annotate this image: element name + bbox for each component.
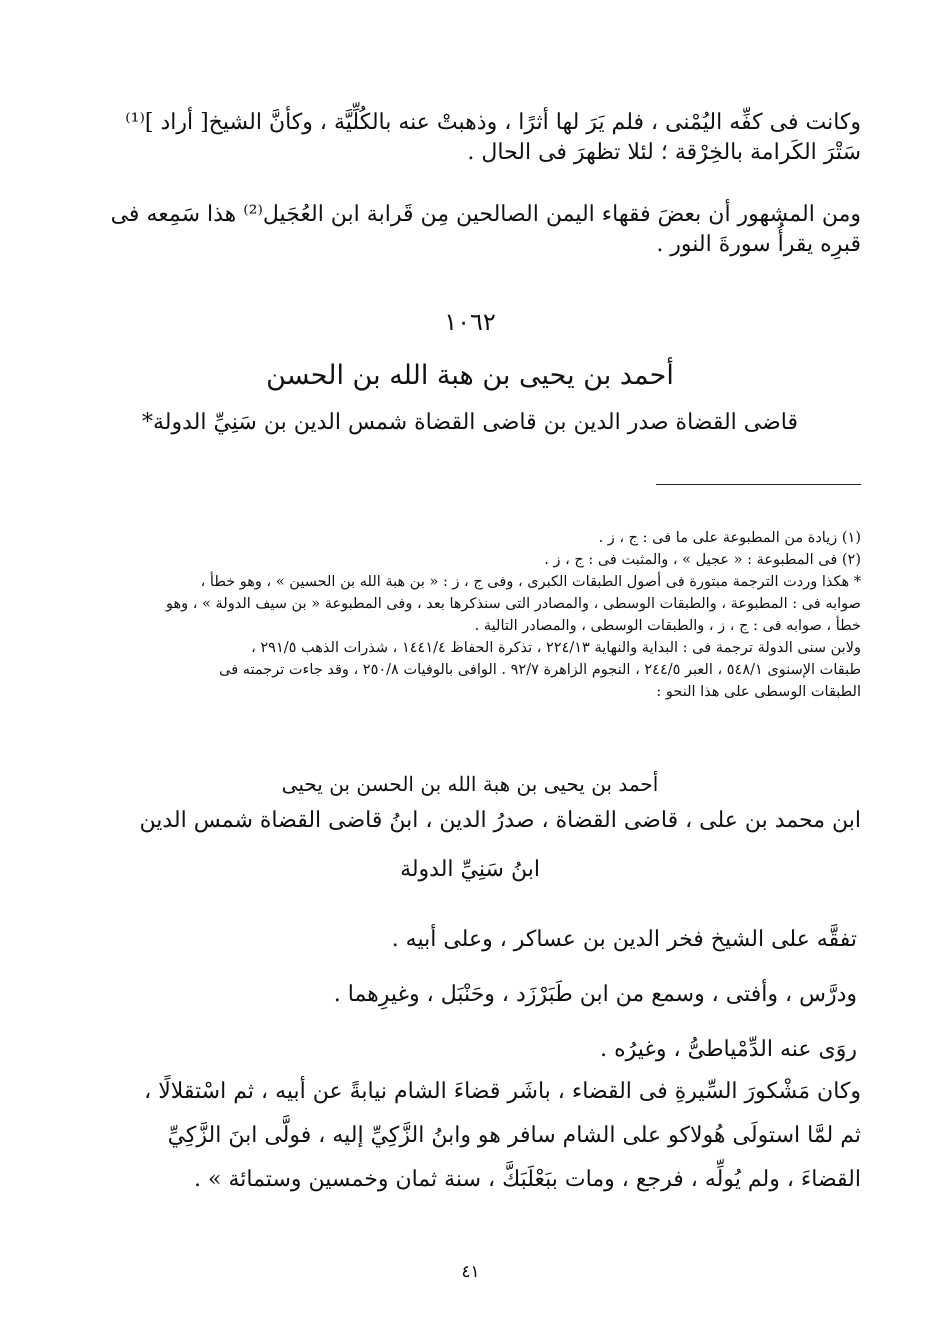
quoted-line: روَى عنه الدِّمْياطىُّ ، وغيرُه . (600, 1037, 857, 1062)
quoted-paragraph-line: القضاءَ ، ولم يُولِّه ، فرجع ، ومات ببَعْلَبَكَّ ، سنة ثمان وخمسين وستمائة » . (194, 1167, 861, 1192)
paragraph-ibn-ujail (79, 200, 861, 260)
quoted-line: تفقَّه على الشيخ فخر الدين بن عساكر ، وعلى أبيه . (391, 927, 857, 952)
text-line: ومن المشهور أن بعضَ فقهاء اليمن الصالحين مِن قَرابة ابن العُجَيل⁽²⁾ هذا سَمِعه فى (110, 202, 861, 227)
footnote-star-line: صوابه فى : المطبوعة ، والطبقات الوسطى ، والمصادر التى سنذكرها بعد ، وفى المطبوعة « بن سيف الدولة » ، وهو (166, 596, 861, 612)
quoted-entry-lineage-end: ابنُ سَنِيِّ الدولة (400, 857, 540, 882)
footnote-2: (٢) فى المطبوعة : « عجيل » ، والمثبت فى : ج ، ز . (544, 552, 861, 568)
quoted-paragraph-line: ثم لمَّا استولَى هُولاكو على الشام سافر هو وابنُ الزَّكِيِّ إليه ، فولَّى ابنَ الزَّكِيِّ (167, 1123, 861, 1148)
quoted-entry-name: أحمد بن يحيى بن هبة الله بن الحسن بن يحيى (281, 772, 659, 796)
quoted-entry-lines (79, 912, 861, 1077)
text-line: سَتْرَ الكَرامة بالخِرْقة ؛ لئلا تظهرَ فى الحال . (467, 140, 861, 165)
text-line: وكانت فى كفِّه اليُمْنى ، فلم يَرَ لها أثرًا ، وذهبتْ عنه بالكُلِّيَّة ، وكأنَّ الشيخ[ أراد ]⁽¹⁾ (125, 110, 861, 135)
footnote-sources-line: ولابن سنى الدولة ترجمة فى : البداية والنهاية ٢٢٤/١٣ ، تذكرة الحفاظ ١٤٤١/٤ ، شذرات الذهب ٢٩١/٥ ، (251, 640, 861, 656)
text-line: قبرِه يقرأُ سورةَ النور . (656, 232, 861, 257)
footnote-separator-rule (656, 484, 861, 485)
footnote-star-line: * هكذا وردت الترجمة مبتورة فى أصول الطبقات الكبرى ، وفى ج ، ز : « بن هبة الله بن الحسين » ، وهو خطأ ، (200, 574, 861, 590)
entry-subtitle: قاضى القضاة صدر الدين بن قاضى القضاة شمس الدين بن سَنِيِّ الدولة* (141, 410, 799, 435)
entry-name-heading: أحمد بن يحيى بن هبة الله بن الحسن (266, 360, 674, 391)
footnote-sources-line: الطبقات الوسطى على هذا النحو : (656, 684, 861, 700)
footnote-star-line: خطأ ، صوابه فى : ج ، ز ، والطبقات الوسطى ، والمصادر التالية . (474, 618, 861, 634)
quoted-line: ودرَّس ، وأفتى ، وسمع من ابن طَبَرْزَد ، وحَنْبَل ، وغيرِهما . (333, 982, 857, 1007)
quoted-paragraph-line: وكان مَشْكورَ السِّيرةِ فى القضاء ، باشَر قضاءَ الشام نيابةً عن أبيه ، ثم اسْتقلالًا ، (144, 1079, 861, 1104)
entry-number: ١٠٦٢ (444, 308, 496, 336)
paragraph-karama (79, 108, 861, 168)
footnote-sources-line: طبقات الإسنوى ٥٤٨/١ ، العبر ٢٤٤/٥ ، النجوم الزاهرة ٩٢/٧ . الوافى بالوفيات ٢٥٠/٨ ، وقد جاءت ترجمته فى (219, 662, 861, 678)
quoted-entry-paragraph (79, 1070, 861, 1202)
footnotes (79, 527, 861, 703)
quoted-entry-lineage: ابن محمد بن على ، قاضى القضاة ، صدرُ الدين ، ابنُ قاضى القضاة شمس الدين (139, 808, 861, 833)
footnote-1: (١) زيادة من المطبوعة على ما فى : ج ، ز . (598, 530, 861, 546)
page-number: ٤١ (461, 1262, 480, 1282)
